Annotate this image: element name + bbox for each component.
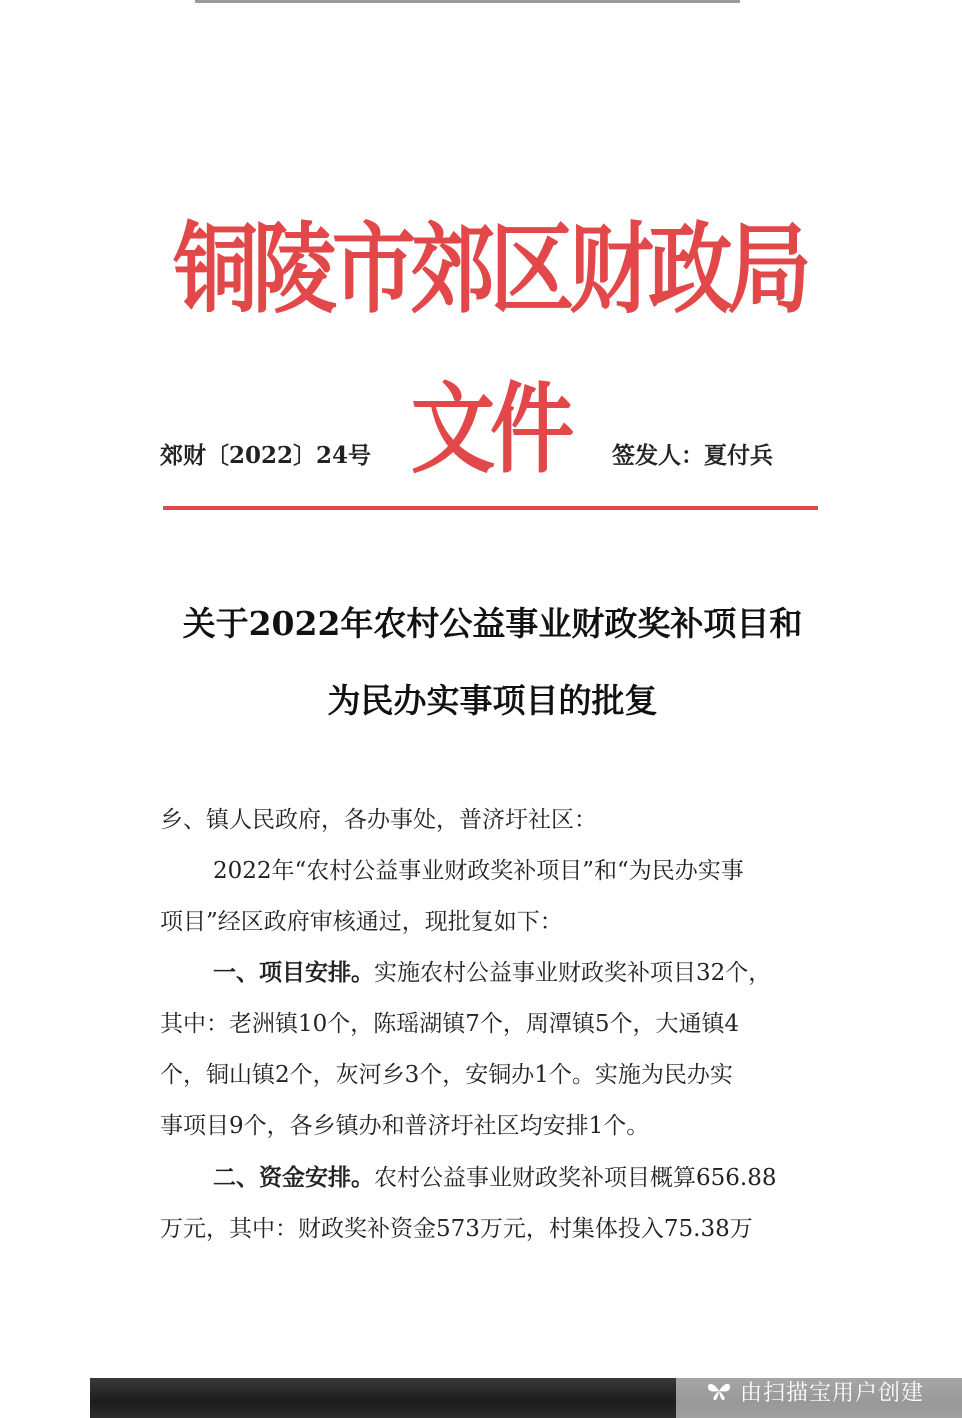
salutation: 乡、镇人民政府，各办事处，普济圩社区： [160, 807, 597, 833]
section-2-line-2: 万元，其中：财政奖补资金573万元，村集体投入75.38万 [160, 1216, 753, 1242]
document-number: 郊财〔2022〕24号 [160, 442, 372, 469]
section-2-line-1-text: 农村公益事业财政奖补项目概算656.88 [374, 1165, 777, 1191]
section-1-line-1 [213, 954, 903, 987]
section-1-line-1-text: 实施农村公益事业财政奖补项目32个， [374, 960, 772, 986]
scan-top-edge [195, 0, 740, 3]
scanner-watermark-text: 由扫描宝用户创建 [740, 1381, 925, 1406]
section-1-heading: 一、项目安排。 [213, 959, 374, 986]
section-1-line-2: 其中：老洲镇10个，陈瑶湖镇7个，周潭镇5个，大通镇4 [160, 1011, 740, 1037]
section-2-heading: 二、资金安排。 [213, 1164, 374, 1191]
document-title-line-1: 关于2022年农村公益事业财政奖补项目和 [182, 604, 803, 643]
paragraph-1-line-2: 项目”经区政府审核通过，现批复如下： [160, 909, 563, 935]
document-title-line-2: 为民办实事项目的批复 [327, 681, 658, 720]
red-divider [163, 506, 818, 510]
section-2-line-1 [213, 1159, 903, 1192]
butterfly-icon [706, 1380, 732, 1402]
section-1-line-4: 事项目9个，各乡镇办和普济圩社区均安排1个。 [160, 1113, 650, 1139]
section-1-line-3: 个，铜山镇2个，灰河乡3个，安铜办1个。实施为民办实 [160, 1062, 733, 1088]
issuer-signature: 签发人：夏付兵 [612, 442, 773, 469]
masthead-title: 铜陵市郊区财政局文件 [173, 213, 807, 487]
paragraph-1-line-1: 2022年“农村公益事业财政奖补项目”和“为民办实事 [213, 858, 744, 884]
